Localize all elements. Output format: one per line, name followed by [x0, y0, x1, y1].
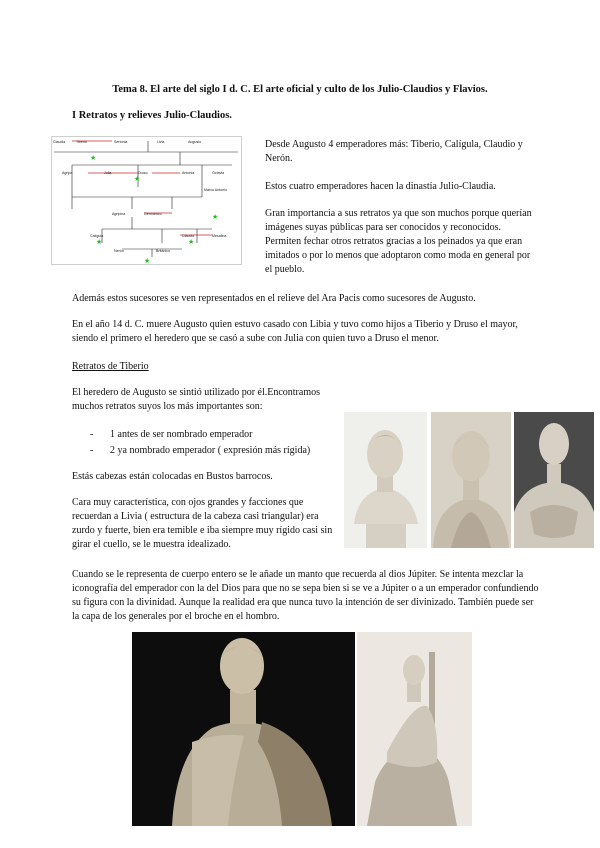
- bust-photo-young: [344, 412, 427, 548]
- bust-photo-emperor: [431, 412, 511, 548]
- ara-pacis-paragraph: Además estos sucesores se ven representados en el relieve del Ara Pacis como sucesores de Augusto.: [72, 293, 476, 304]
- augusto-death-paragraph: En el año 14 d. C. muere Augusto quien estuvo casado con Libia y tuvo como hijos a Tiberio y Druso el mayor, siendo el primero el heredero que se casó a sube con Julia con quien tuvo a Druso el menor.: [72, 319, 518, 344]
- tree-name: Nerón: [114, 249, 124, 253]
- tree-name: Sertonia: [114, 140, 128, 144]
- tree-name: Octavia: [212, 171, 225, 175]
- tree-name: Marco Antonio: [204, 188, 227, 192]
- star-icon: ★: [96, 238, 103, 246]
- star-icon: ★: [134, 175, 141, 183]
- heredero-paragraph: El heredero de Augusto se sintió utilizado por él.Encontramos muchos retratos suyos los más importantes son:: [72, 387, 320, 412]
- section-heading: I Retratos y relieves Julio-Claudios.: [72, 110, 232, 121]
- subheading-tiberio: Retratos de Tiberio: [72, 361, 149, 372]
- star-icon: ★: [212, 213, 219, 221]
- statue-photo-cuirass: [132, 632, 355, 826]
- page-title: Tema 8. El arte del siglo I d. C. El arte oficial y culto de los Julio-Claudios y Flavios.: [112, 84, 488, 95]
- tree-name: Julia: [104, 171, 112, 175]
- list-item: - 2 ya nombrado emperador ( expresión más rígida): [72, 444, 340, 458]
- tree-name: Claudio: [182, 234, 195, 238]
- bustos-paragraph: Estás cabezas están colocadas en Bustos barrocos.: [72, 471, 273, 482]
- intro-dynasty: Estos cuatro emperadores hacen la dinastía Julio-Claudia.: [265, 181, 496, 192]
- tree-name: Tiberio: [76, 140, 87, 144]
- star-icon: ★: [144, 257, 151, 264]
- tree-name: Británico: [156, 249, 170, 253]
- tree-name: Agripa: [62, 171, 73, 175]
- cuerpo-paragraph: Cuando se le representa de cuerpo entero se le añade un manto que recuerda al dios Júpiter. Se intenta mezclar la iconografía del emperador con la del Dios para que no se sepa bien si se ve a Júpiter o a un emperador confundiendo su figura con la divinidad. Aunque la realidad era que nunca tuvo la intención de ser divinizado. También puede ser la capa de los generales por el broche en el hombro.: [72, 569, 539, 622]
- star-icon: ★: [188, 238, 195, 246]
- tree-name: Augusto: [188, 140, 202, 144]
- tree-name: Claudia: [53, 140, 66, 144]
- family-tree-diagram: [52, 137, 241, 264]
- list-item: - 1 antes de ser nombrado emperador: [72, 428, 340, 442]
- tree-name: Antonia: [182, 171, 195, 175]
- cara-paragraph: Cara muy característica, con ojos grandes y facciones que recuerdan a Livia ( estructura de la cabeza casi triangular) era zurdo y fuerte, bien era temible e iba siempre muy rígido casi sin girar el cuello, se le muestra idealizado.: [72, 497, 333, 550]
- tree-name: Germánico: [144, 212, 162, 216]
- intro-emperors: Desde Augusto 4 emperadores más: Tiberio, Calígula, Claudio y Nerón.: [265, 139, 523, 164]
- family-tree: [51, 136, 242, 265]
- tree-name: Livia: [157, 140, 165, 144]
- tree-name: Mesalina: [212, 234, 227, 238]
- star-icon: ★: [90, 154, 97, 162]
- portrait-list: [72, 428, 340, 458]
- bust-photo-armored: [514, 412, 594, 548]
- tree-name: Druso: [138, 171, 148, 175]
- tree-name: Agripina: [112, 212, 126, 216]
- intro-portraits: Gran importancia a sus retratos ya que son muchos porque querían imágenes suyas públicas para ser conocidos y reconocidos. Permiten fechar otros retratos gracias a los peinados ya que eran imitados o por lo menos que adoptaron como moda en general por el pueblo.: [265, 208, 532, 275]
- tree-name: Calígula: [90, 234, 104, 238]
- statue-photo-seated: [357, 632, 472, 826]
